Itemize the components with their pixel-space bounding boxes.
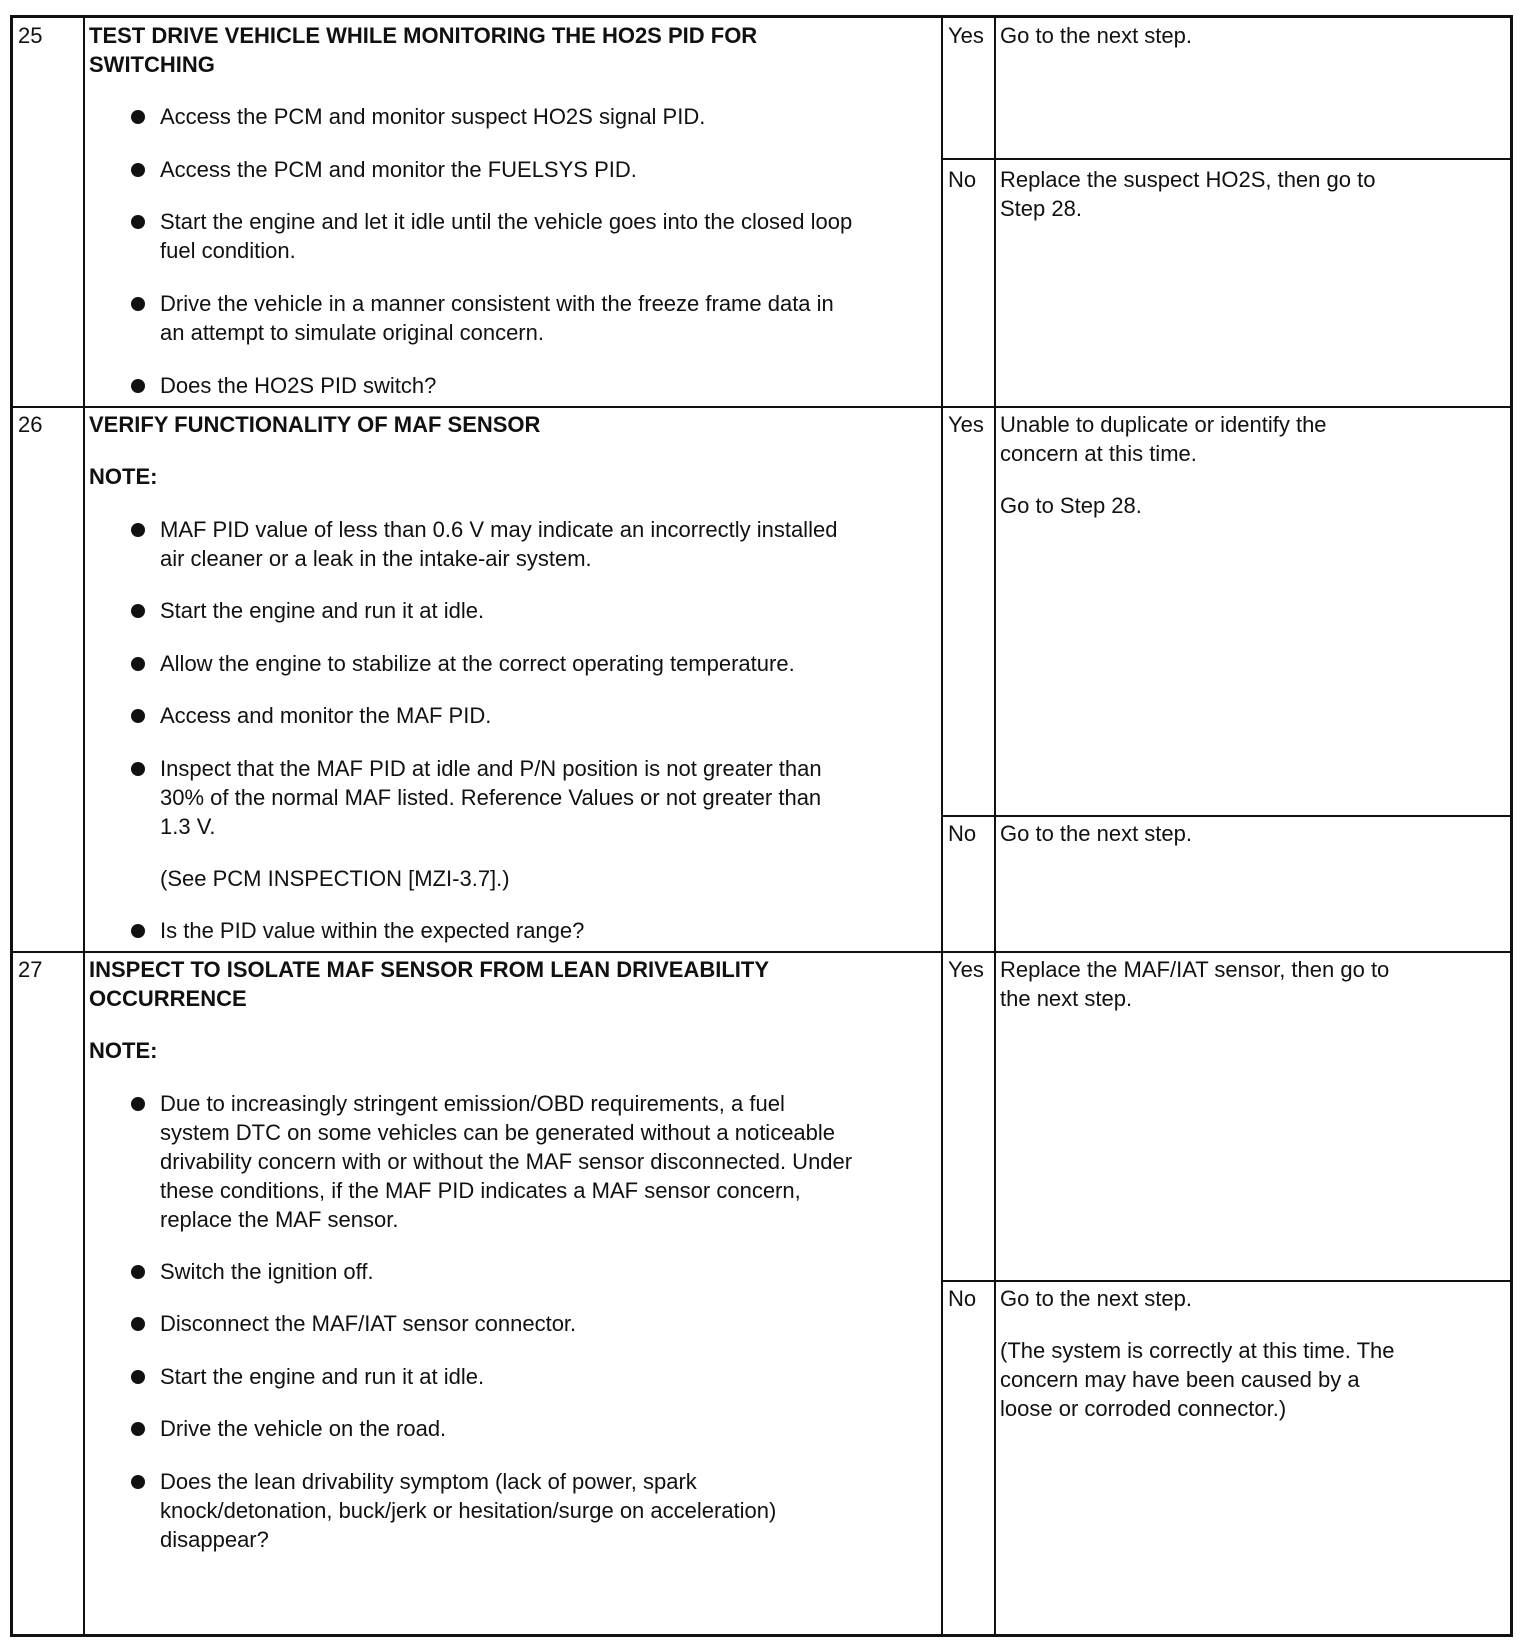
bullet-icon: [131, 1097, 145, 1111]
step-item: Switch the ignition off.: [160, 1259, 374, 1284]
step-item: an attempt to simulate original concern.: [160, 320, 544, 345]
column-divider-action: [994, 18, 996, 1634]
step-item: drivability concern with or without the MAF sensor disconnected. Under: [160, 1149, 853, 1174]
bullet-icon: [131, 215, 145, 229]
step-title: INSPECT TO ISOLATE MAF SENSOR FROM LEAN DRIVEABILITY: [89, 957, 769, 982]
step-item: Does the lean drivability symptom (lack of power, spark: [160, 1469, 697, 1494]
bullet-icon: [131, 1475, 145, 1489]
yes-label: Yes: [948, 23, 984, 48]
yes-label: Yes: [948, 412, 984, 437]
bullet-icon: [131, 523, 145, 537]
bullet-icon: [131, 1422, 145, 1436]
yes-action: concern at this time.: [1000, 441, 1197, 466]
yes-no-divider-26: [942, 815, 1510, 817]
yes-action: Unable to duplicate or identify the: [1000, 412, 1327, 437]
column-divider-step: [83, 18, 85, 1634]
no-action: concern may have been caused by a: [1000, 1367, 1360, 1392]
no-label: No: [948, 821, 977, 846]
step-item: replace the MAF sensor.: [160, 1207, 399, 1232]
note-label: NOTE:: [89, 464, 158, 489]
step-item: Drive the vehicle on the road.: [160, 1416, 447, 1441]
step-item: MAF PID value of less than 0.6 V may indicate an incorrectly installed: [160, 517, 838, 542]
step-item: Due to increasingly stringent emission/OBD requirements, a fuel: [160, 1091, 785, 1116]
yes-action: the next step.: [1000, 986, 1133, 1011]
bullet-icon: [131, 110, 145, 124]
bullet-icon: [131, 657, 145, 671]
step-item: fuel condition.: [160, 238, 296, 263]
no-label: No: [948, 1286, 977, 1311]
bullet-icon: [131, 762, 145, 776]
step-item: disappear?: [160, 1527, 269, 1552]
row-divider-26-27: [13, 951, 1510, 953]
yes-label: Yes: [948, 957, 984, 982]
step-item: these conditions, if the MAF PID indicates a MAF sensor concern,: [160, 1178, 801, 1203]
bullet-icon: [131, 924, 145, 938]
yes-action: Replace the MAF/IAT sensor, then go to: [1000, 957, 1390, 982]
step-item: Does the HO2S PID switch?: [160, 373, 437, 398]
step-item: knock/detonation, buck/jerk or hesitation/surge on acceleration): [160, 1498, 777, 1523]
yes-action: Go to Step 28.: [1000, 493, 1142, 518]
step-item: 1.3 V.: [160, 814, 216, 839]
step-item: 30% of the normal MAF listed. Reference Values or not greater than: [160, 785, 822, 810]
reference-text: (See PCM INSPECTION [MZI-3.7].): [160, 866, 510, 891]
bullet-icon: [131, 1370, 145, 1384]
step-item: Start the engine and run it at idle.: [160, 1364, 485, 1389]
step-title: SWITCHING: [89, 52, 215, 77]
bullet-icon: [131, 604, 145, 618]
bullet-icon: [131, 379, 145, 393]
step-item: Access the PCM and monitor suspect HO2S signal PID.: [160, 104, 706, 129]
row-divider-25-26: [13, 406, 1510, 408]
no-action: Step 28.: [1000, 196, 1082, 221]
step-item: Allow the engine to stabilize at the correct operating temperature.: [160, 651, 795, 676]
diagnostic-table: [10, 15, 1513, 1637]
step-item: Access and monitor the MAF PID.: [160, 703, 492, 728]
column-divider-result: [941, 18, 943, 1634]
no-action: Go to the next step.: [1000, 821, 1193, 846]
step-item: Inspect that the MAF PID at idle and P/N position is not greater than: [160, 756, 822, 781]
bullet-icon: [131, 297, 145, 311]
step-number: 27: [18, 957, 43, 982]
step-title: VERIFY FUNCTIONALITY OF MAF SENSOR: [89, 412, 541, 437]
step-item: Drive the vehicle in a manner consistent with the freeze frame data in: [160, 291, 834, 316]
bullet-icon: [131, 1317, 145, 1331]
bullet-icon: [131, 709, 145, 723]
step-item: Disconnect the MAF/IAT sensor connector.: [160, 1311, 577, 1336]
step-title: OCCURRENCE: [89, 986, 247, 1011]
no-action: Replace the suspect HO2S, then go to: [1000, 167, 1376, 192]
yes-action: Go to the next step.: [1000, 23, 1193, 48]
step-number: 26: [18, 412, 43, 437]
no-action: loose or corroded connector.): [1000, 1396, 1287, 1421]
yes-no-divider-27: [942, 1280, 1510, 1282]
step-number: 25: [18, 23, 43, 48]
step-item: Access the PCM and monitor the FUELSYS PID.: [160, 157, 637, 182]
step-item: Is the PID value within the expected range?: [160, 918, 585, 943]
bullet-icon: [131, 163, 145, 177]
no-action: Go to the next step.: [1000, 1286, 1193, 1311]
step-title: TEST DRIVE VEHICLE WHILE MONITORING THE HO2S PID FOR: [89, 23, 758, 48]
note-label: NOTE:: [89, 1038, 158, 1063]
step-item: system DTC on some vehicles can be generated without a noticeable: [160, 1120, 836, 1145]
no-label: No: [948, 167, 977, 192]
yes-no-divider-25: [942, 158, 1510, 160]
no-action: (The system is correctly at this time. The: [1000, 1338, 1395, 1363]
bullet-icon: [131, 1265, 145, 1279]
step-item: Start the engine and let it idle until the vehicle goes into the closed loop: [160, 209, 853, 234]
step-item: air cleaner or a leak in the intake-air system.: [160, 546, 592, 571]
step-item: Start the engine and run it at idle.: [160, 598, 485, 623]
